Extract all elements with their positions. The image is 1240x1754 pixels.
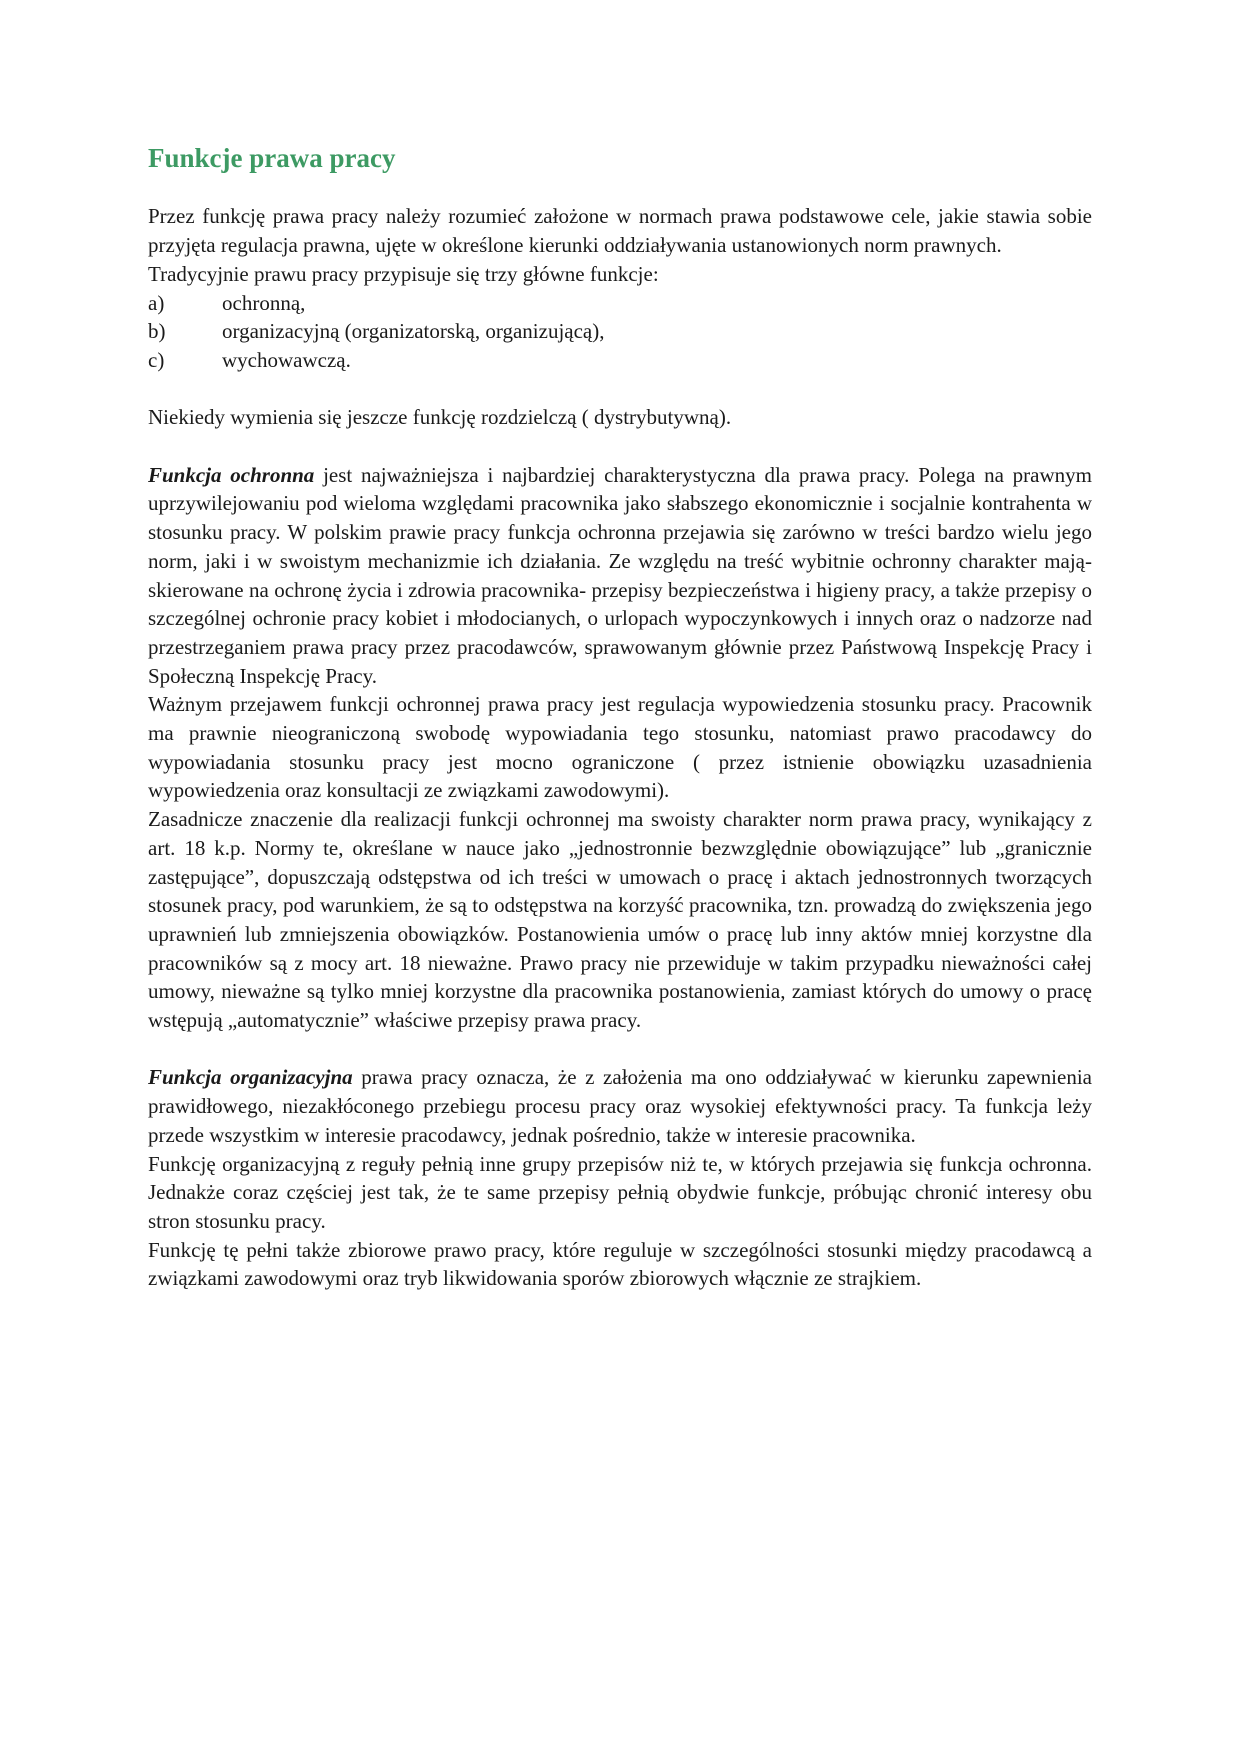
document-title: Funkcje prawa pracy <box>148 143 396 173</box>
list-marker: c) <box>148 347 165 372</box>
intro-paragraph: Przez funkcję prawa pracy należy rozumieć założone w normach prawa podstawowe cele, jakie stawia sobie przyjęta regulacja prawna, ujęte w określone kierunki oddziaływania ustanowionych norm prawnych. <box>148 204 1092 258</box>
organizational-paragraph-2: Funkcję organizacyjną z reguły pełnią inne grupy przepisów niż te, w których przejawia się funkcja ochronna. Jednakże coraz częściej jest tak, że te same przepisy pełnią obydwie funkcje, próbując chronić interesy obu stron stosunku pracy. <box>148 1151 1092 1233</box>
organizational-text: prawa pracy oznacza, że z założenia ma ono oddziaływać w kierunku zapewnienia prawidłowego, niezakłóconego przebiegu procesu pracy oraz wysokiej efektywności pracy. Ta funkcja leży przede wszystkim w interesie pracodawcy, jednak pośrednio, także w interesie pracownika. <box>148 1065 1092 1147</box>
list-intro: Tradycyjnie prawu pracy przypisuje się trzy główne funkcje: <box>148 261 659 286</box>
list-item-text: organizacyjną (organizatorską, organizującą), <box>222 319 605 344</box>
document-page <box>148 142 1092 1293</box>
extra-function-paragraph: Niekiedy wymienia się jeszcze funkcję rozdzielczą ( dystrybutywną). <box>148 405 732 430</box>
list-item <box>148 289 1092 318</box>
organizational-lead: Funkcja organizacyjna <box>148 1065 353 1090</box>
protective-text: jest najważniejsza i najbardziej charakterystyczna dla prawa pracy. Polega na prawnym uprzywilejowaniu pod wieloma względami pracownika jako słabszego ekonomicznie i socjalnie kontrahenta w stosunku pracy. W polskim prawie pracy funkcja ochronna przejawia się zarówno w treści bardzo wielu jego norm, jaki i w swoistym mechanizmie ich działania. Ze względu na treść wybitnie ochronny charakter mają- skierowane na ochronę życia i zdrowia pracownika- przepisy bezpieczeństwa i higieny pracy, a także przepisy o szczególnej ochronie pracy kobiet i młodocianych, o urlopach wypoczynkowych i innych oraz o nadzorze nad przestrzeganiem prawa pracy przez pracodawców, sprawowanym głównie przez Państwową Inspekcję Pracy i Społeczną Inspekcję Pracy. <box>148 462 1092 688</box>
list-item-text: ochronną, <box>222 290 306 315</box>
spacer <box>148 375 1092 404</box>
organizational-paragraph-3: Funkcję tę pełni także zbiorowe prawo pracy, które reguluje w szczególności stosunki między pracodawcą a związkami zawodowymi oraz tryb likwidowania sporów zbiorowych włącznie ze strajkiem. <box>148 1237 1092 1291</box>
spacer <box>148 432 1092 461</box>
list-marker: a) <box>148 290 165 315</box>
protective-paragraph-3: Zasadnicze znaczenie dla realizacji funkcji ochronnej ma swoisty charakter norm prawa pracy, wynikający z art. 18 k.p. Normy te, określane w nauce jako „jednostronnie bezwzględnie obowiązujące” lub „granicznie zastępujące”, dopuszczają odstępstwa od ich treści w umowach o pracę i aktach jednostronnych tworzących stosunek pracy, pod warunkiem, że są to odstępstwa na korzyść pracownika, tzn. prowadzą do zwiększenia jego uprawnień lub zmniejszenia obowiązków. Postanowienia umów o pracę lub inny aktów mniej korzystne dla pracowników są z mocy art. 18 nieważne. Prawo pracy nie przewiduje w takim przypadku nieważności całej umowy, nieważne są tylko mniej korzystne dla pracownika postanowienia, zamiast których do umowy o pracę wstępują „automatycznie” właściwe przepisy prawa pracy. <box>148 807 1092 1033</box>
protective-paragraph-1 <box>148 461 1092 691</box>
protective-lead: Funkcja ochronna <box>148 462 315 487</box>
organizational-paragraph-1 <box>148 1063 1092 1149</box>
list-item-text: wychowawczą. <box>222 347 351 372</box>
list-item <box>148 346 1092 375</box>
list-marker: b) <box>148 319 166 344</box>
list-item <box>148 317 1092 346</box>
spacer <box>148 1035 1092 1064</box>
protective-paragraph-2: Ważnym przejawem funkcji ochronnej prawa pracy jest regulacja wypowiedzenia stosunku pracy. Pracownik ma prawnie nieograniczoną swobodę wypowiadania tego stosunku, natomiast prawo pracodawcy do wypowiadania stosunku pracy jest mocno ograniczone ( przez istnienie obowiązku uzasadnienia wypowiedzenia oraz konsultacji ze związkami zawodowymi). <box>148 692 1092 803</box>
